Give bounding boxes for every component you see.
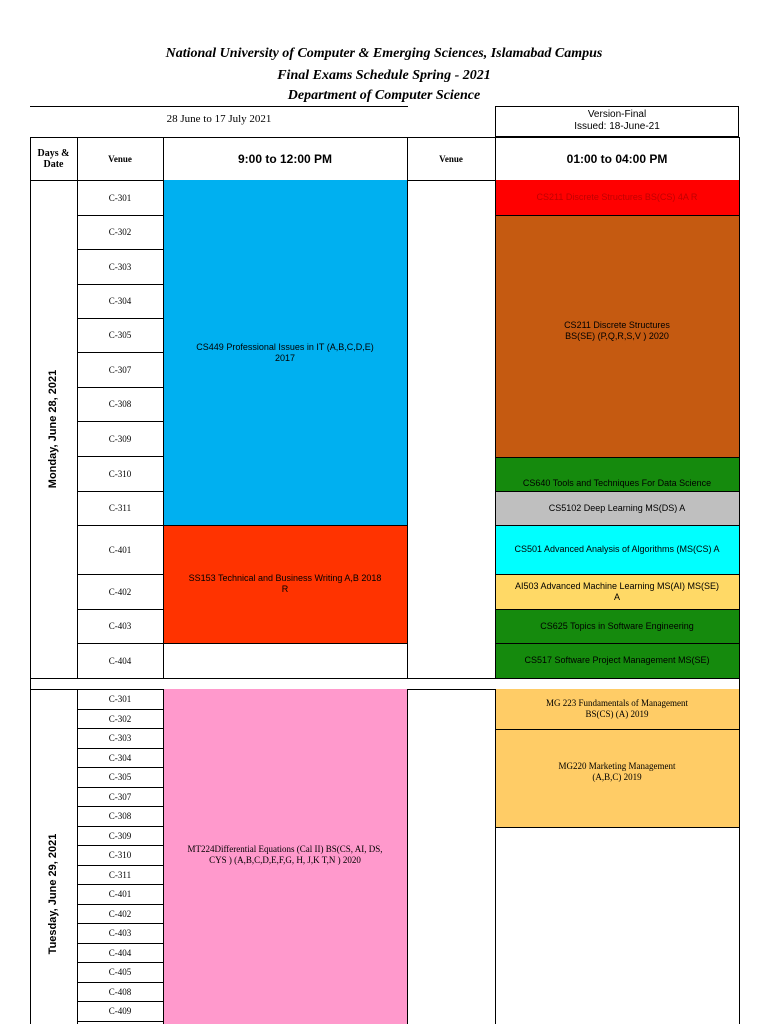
exam-block: MG220 Marketing Management (A,B,C) 2019 bbox=[495, 729, 739, 827]
exam-block: MG 223 Fundamentals of Management BS(CS) (A) 2019 bbox=[495, 689, 739, 729]
venue-header-morning: Venue bbox=[108, 153, 132, 164]
venue-cell: C-401 bbox=[108, 544, 132, 555]
venue-cell: C-301 bbox=[108, 192, 132, 203]
day-label: Tuesday, June 29, 2021 bbox=[47, 833, 59, 955]
exam-block: CS211 Discrete Structures BS(SE) (P,Q,R,S,V ) 2020 bbox=[495, 215, 739, 457]
venue-cell: C-303 bbox=[108, 261, 132, 272]
days-date-header: Days & Date bbox=[37, 147, 70, 170]
issued-date: Issued: 18-June-21 bbox=[574, 121, 660, 132]
venue-cell: C-308 bbox=[108, 399, 132, 409]
venue-cell: C-307 bbox=[108, 791, 132, 802]
exam-block: CS640 Tools and Techniques For Data Science bbox=[495, 457, 739, 491]
exam-block: MT224Differential Equations (Cal II) BS(CS, AI, DS, CYS ) (A,B,C,D,E,F,G, H, J,K T,N ) 2020 bbox=[163, 689, 407, 1024]
venue-cell: C-404 bbox=[108, 655, 132, 666]
venue-cell: C-408 bbox=[108, 986, 132, 997]
venue-cell: C-409 bbox=[108, 1006, 132, 1016]
date-range: 28 June to 17 July 2021 bbox=[166, 113, 272, 125]
exam-block: CS517 Software Project Management MS(SE) bbox=[495, 643, 739, 678]
venue-cell: C-310 bbox=[108, 850, 132, 860]
venue-cell: C-311 bbox=[108, 869, 132, 880]
venue-cell: C-311 bbox=[108, 503, 132, 513]
venue-cell: C-404 bbox=[108, 947, 132, 958]
venue-cell: C-402 bbox=[108, 586, 132, 597]
venue-cell: C-403 bbox=[108, 928, 132, 938]
exam-block: CS5102 Deep Learning MS(DS) A bbox=[495, 491, 739, 525]
exam-block: CS449 Professional Issues in IT (A,B,C,D,E) 2017 bbox=[163, 180, 407, 525]
venue-cell: C-305 bbox=[108, 772, 132, 782]
venue-cell: C-310 bbox=[108, 468, 132, 479]
exam-block: CS211 Discrete Structures BS(CS) 4A R bbox=[495, 180, 739, 215]
day-cell-tuesday bbox=[30, 689, 77, 1024]
venue-cell: C-301 bbox=[108, 694, 132, 704]
exam-block: CS625 Topics in Software Engineering bbox=[495, 609, 739, 643]
venue-cell: C-402 bbox=[108, 908, 132, 919]
venue-cell: C-303 bbox=[108, 733, 132, 743]
exam-block: AI503 Advanced Machine Learning MS(AI) MS(SE) A bbox=[495, 574, 739, 609]
exam-block: CS501 Advanced Analysis of Algorithms (MS(CS) A bbox=[495, 525, 739, 574]
venue-cell: C-309 bbox=[108, 433, 132, 444]
venue-cell: C-308 bbox=[108, 811, 132, 821]
venue-cell: C-302 bbox=[108, 713, 132, 724]
venue-cell: C-309 bbox=[108, 830, 132, 841]
venue-cell: C-304 bbox=[108, 752, 132, 763]
venue-cell: C-304 bbox=[108, 296, 132, 306]
schedule-title: Final Exams Schedule Spring - 2021 bbox=[277, 68, 491, 83]
exam-block: SS153 Technical and Business Writing A,B 2018 R bbox=[163, 525, 407, 643]
venue-cell: C-305 bbox=[108, 330, 132, 340]
day-label: Monday, June 28, 2021 bbox=[47, 369, 59, 489]
university-title: National University of Computer & Emerging Sciences, Islamabad Campus bbox=[165, 46, 603, 61]
venue-cell: C-401 bbox=[108, 889, 132, 899]
venue-cell: C-403 bbox=[108, 621, 132, 631]
venue-cell: C-302 bbox=[108, 227, 132, 237]
afternoon-slot-header: 01:00 to 04:00 PM bbox=[566, 151, 668, 166]
department-title: Department of Computer Science bbox=[287, 88, 481, 103]
venue-cell: C-405 bbox=[108, 967, 132, 977]
venue-cell: C-307 bbox=[108, 364, 132, 375]
morning-slot-header: 9:00 to 12:00 PM bbox=[237, 151, 333, 166]
version-label: Version-Final bbox=[587, 109, 647, 120]
day-cell-monday bbox=[30, 180, 77, 678]
venue-header-afternoon: Venue bbox=[439, 153, 463, 164]
